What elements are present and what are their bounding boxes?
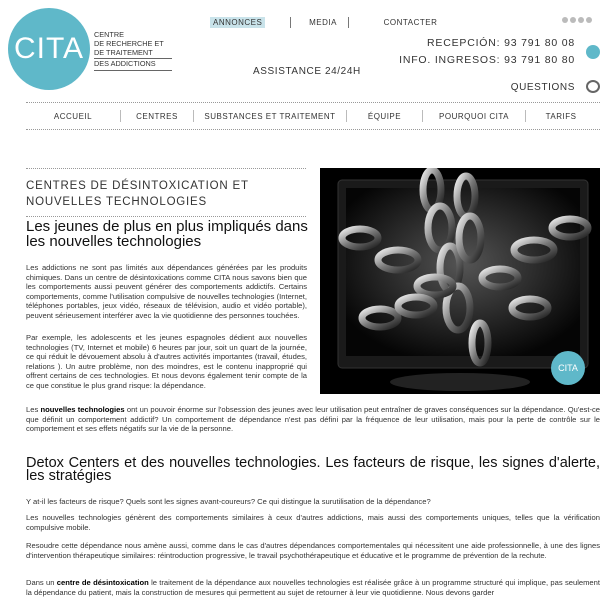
p7-pre: Dans un [26,578,57,587]
language-flags [562,17,592,23]
speech-bubble-icon[interactable] [586,80,600,93]
nav-tarifs[interactable]: TARIFS [545,111,577,121]
flag-icon[interactable] [562,17,568,23]
flag-icon[interactable] [586,17,592,23]
paragraph-4: Y at-il les facteurs de risque? Quels sont les signes avant-coureurs? Ce qui distingue la surutilisation de la dépendance? [26,497,431,506]
p7-post: le traitement de la dépendance aux nouvelles technologies est réalisée grâce à un programme structuré qui implique, pas seulement la dépendance du patient, mais la construction de mesures qui permettent au sujet de retourner à leur vie quotidienne. Nous devons garder [26,578,600,597]
reception-phone[interactable]: RECEPCIÓN: 93 791 80 08 [427,37,575,49]
logo-line-4: DES ADDICTIONS [94,59,156,69]
paragraph-1: Les addictions ne sont pas limités aux dépendances générées par les produits chimiques. Dans un centre de désintoxications comme CITA nous savons bien que les comportements aussi peuvent générer des comportements addictifs. Certains comportements, comme l'utilisation compulsive de nouvelles technologies (Internet, téléphones portables, jeux vidéo, réseaux de télévision, audio et vidéo portable), peuvent sérieusement interférer avec la vie quotidienne des personnes touchées. [26,263,307,320]
questions-link[interactable]: QUESTIONS [510,82,575,93]
flag-icon[interactable] [578,17,584,23]
nav-substances[interactable]: SUBSTANCES ET TRAITEMENT [204,111,336,121]
paragraph-3 [26,405,600,434]
logo-divider-bottom [94,70,172,71]
chained-tv-image [320,168,600,394]
p3-pre: Les [26,405,41,414]
logo-line-3: DE TRAITEMENT [94,47,153,57]
chat-icon[interactable] [586,45,600,59]
assistance-label: ASSISTANCE 24/24H [253,66,361,77]
topnav-separator [348,17,349,28]
paragraph-5: Les nouvelles technologies génèrent des comportements similaires à ceux d'autres addictions, mais aussi des comportements uniques, telles que la vérification compulsive mobile. [26,513,600,532]
nav-pourquoi[interactable]: POURQUOI CITA [439,111,509,121]
nav-centres[interactable]: CENTRES [136,111,178,121]
p3-bold: nouvelles technologies [40,405,125,414]
logo-line-2: DE RECHERCHE ET [94,38,164,48]
main-nav [26,102,600,130]
topnav-separator [290,17,291,28]
paragraph-7 [26,578,600,597]
topnav-annonces[interactable]: ANNONCES [210,17,265,28]
contact-phones [399,35,575,69]
topnav-contacter[interactable]: CONTACTER [383,18,438,27]
cita-badge: CITA [551,351,585,385]
top-nav [210,17,478,28]
article-subtitle: Les jeunes de plus en plus impliqués dans les nouvelles technologies [26,218,308,250]
nav-accueil[interactable]: ACCUEIL [53,111,93,121]
info-phone[interactable]: INFO. INGRESOS: 93 791 80 80 [399,54,575,66]
section-heading: Detox Centers et des nouvelles technologies. Les facteurs de risque, les signes d'alerte, les stratégies [26,455,600,484]
page-title: CENTRES DE DÉSINTOXICATION ET NOUVELLES TECHNOLOGIES [26,168,306,217]
paragraph-2: Par exemple, les adolescents et les jeunes espagnoles dédient aux nouvelles technologies (TV, Internet et mobile) 6 heures par jour, soit un quart de la journée, ce qui réduit le dévouement absolu à d'autres activités importantes (travail, études, relations ). Un autre problème, non des moindres, est le contenu inapproprié qui offrent certains de ces technologies. Et nous devons également tenir compte de la ce que constitue le plus grand risque: la dépendance. [26,333,307,390]
nav-equipe[interactable]: ÉQUIPE [367,111,402,121]
logo-text[interactable] [94,31,172,72]
logo-line-1: CENTRE [94,30,124,39]
flag-icon[interactable] [570,17,576,23]
p7-bold: centre de désintoxication [56,578,149,587]
paragraph-6: Resoudre cette dépendance nous amène aussi, comme dans le cas d'autres dépendances comportementales qui nécessitent une aide professionnelle, à une des lignes d'intervention thérapeutique similaires: réintroduction progressive, le travail psychothérapeutique et éducative et le programme de prévention de la rechute. [26,541,600,560]
p3-post: ont un pouvoir énorme sur l'obsession des jeunes avec leur utilisation peut entraîner de graves conséquences sur la dépendance. Qu'est-ce que définit un comportement addictif? Un comportement de dépendance n'est pas défini par la fréquence de leur utilisation, mais pour la perte de contrôle sur le comportement et ses effets négatifs sur la vie de la personne. [26,405,600,434]
logo-circle[interactable]: CITA [8,8,90,90]
topnav-media[interactable]: MEDIA [309,18,337,27]
